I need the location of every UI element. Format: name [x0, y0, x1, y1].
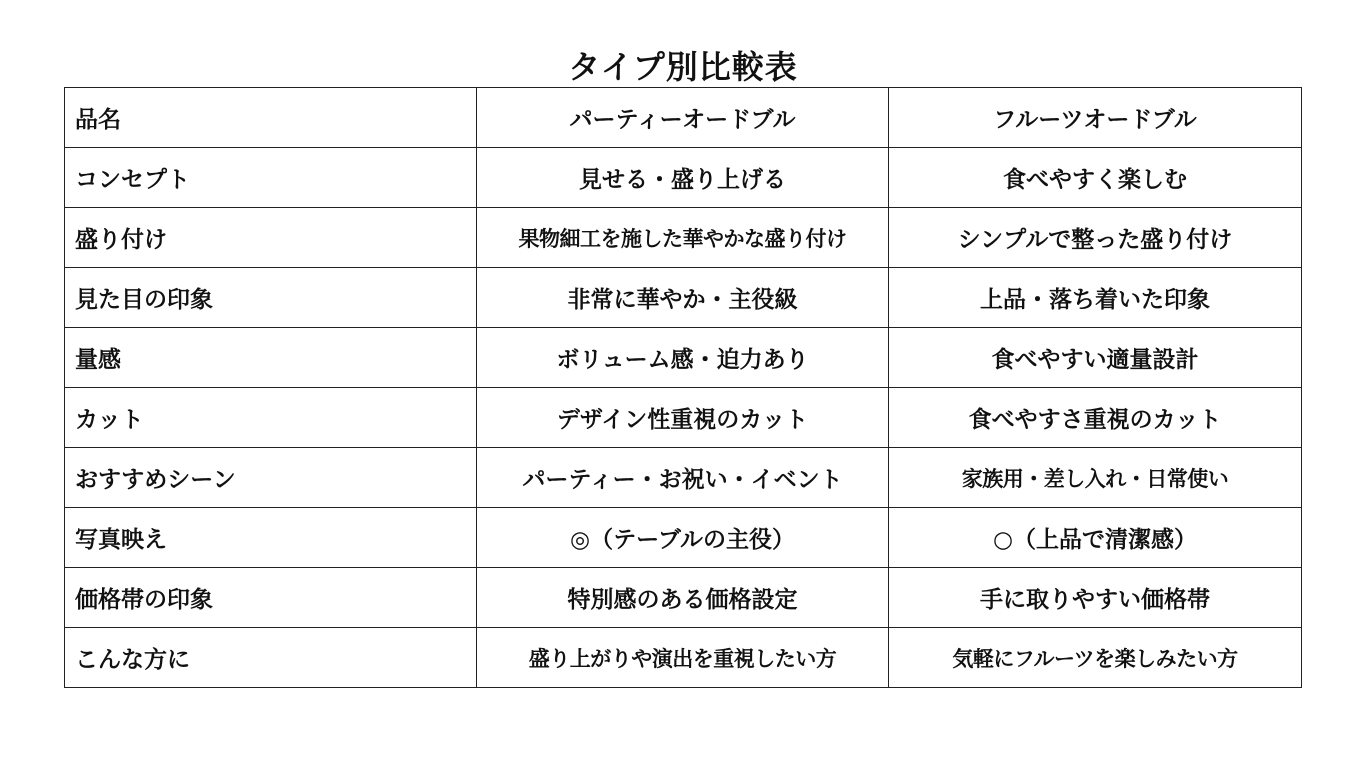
row-label: 価格帯の印象 — [65, 568, 477, 628]
party-cell: 盛り上がりや演出を重視したい方 — [477, 628, 889, 688]
party-cell: 非常に華やか・主役級 — [477, 268, 889, 328]
row-label: おすすめシーン — [65, 448, 477, 508]
table-row — [65, 508, 1302, 568]
fruit-cell: 食べやすさ重視のカット — [889, 388, 1302, 448]
party-cell: ボリューム感・迫力あり — [477, 328, 889, 388]
row-label: 写真映え — [65, 508, 477, 568]
row-label: こんな方に — [65, 628, 477, 688]
page-title: タイプ別比較表 — [568, 48, 798, 87]
comparison-table — [64, 87, 1302, 688]
fruit-cell: 気軽にフルーツを楽しみたい方 — [889, 628, 1302, 688]
fruit-cell: ○（上品で清潔感） — [889, 508, 1302, 568]
table-row — [65, 88, 1302, 148]
fruit-cell: 手に取りやすい価格帯 — [889, 568, 1302, 628]
party-cell: 見せる・盛り上げる — [477, 148, 889, 208]
row-label: 盛り付け — [65, 208, 477, 268]
party-cell: デザイン性重視のカット — [477, 388, 889, 448]
fruit-cell: 上品・落ち着いた印象 — [889, 268, 1302, 328]
row-label: コンセプト — [65, 148, 477, 208]
party-cell: 果物細工を施した華やかな盛り付け — [477, 208, 889, 268]
row-label: 見た目の印象 — [65, 268, 477, 328]
fruit-cell: シンプルで整った盛り付け — [889, 208, 1302, 268]
row-label: 量感 — [65, 328, 477, 388]
fruit-cell: フルーツオードブル — [889, 88, 1302, 148]
row-label: 品名 — [65, 88, 477, 148]
row-label: カット — [65, 388, 477, 448]
table-row — [65, 148, 1302, 208]
table-row — [65, 208, 1302, 268]
table-row — [65, 628, 1302, 688]
fruit-cell: 食べやすい適量設計 — [889, 328, 1302, 388]
table-row — [65, 388, 1302, 448]
table-row — [65, 268, 1302, 328]
table-row — [65, 328, 1302, 388]
party-cell: 特別感のある価格設定 — [477, 568, 889, 628]
party-cell: パーティー・お祝い・イベント — [477, 448, 889, 508]
table-row — [65, 568, 1302, 628]
table-row — [65, 448, 1302, 508]
party-cell: ◎（テーブルの主役） — [477, 508, 889, 568]
fruit-cell: 食べやすく楽しむ — [889, 148, 1302, 208]
party-cell: パーティーオードブル — [477, 88, 889, 148]
fruit-cell: 家族用・差し入れ・日常使い — [889, 448, 1302, 508]
